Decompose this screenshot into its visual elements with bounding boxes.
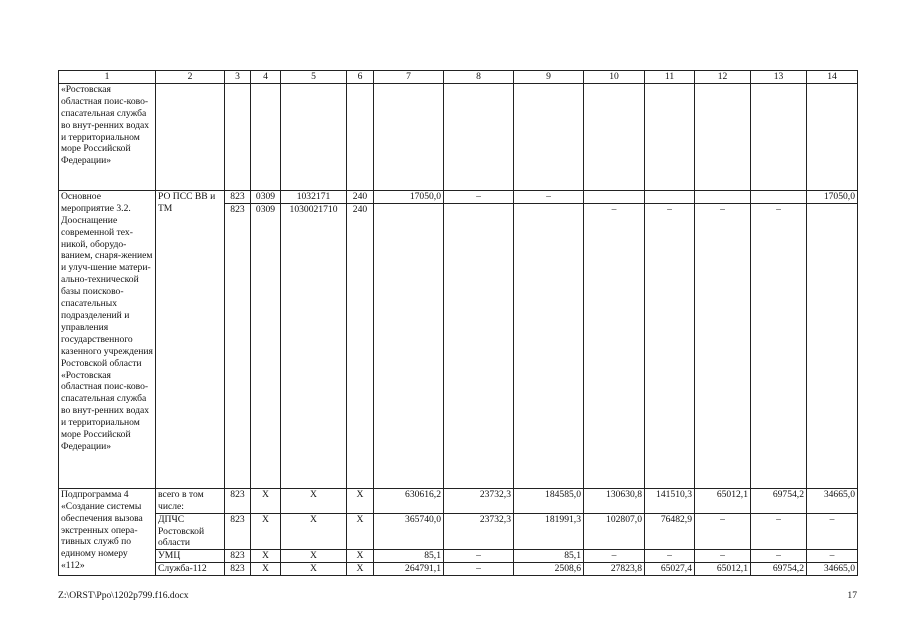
- value-cell: –: [645, 550, 695, 563]
- value-cell: 69754,2: [751, 488, 807, 513]
- table-cell: [645, 83, 695, 190]
- value-cell: 141510,3: [645, 488, 695, 513]
- value-cell: –: [584, 550, 645, 563]
- value-cell: 1032171: [281, 190, 347, 203]
- column-header: 2: [156, 71, 225, 84]
- value-cell: Х: [281, 488, 347, 513]
- header-row: [59, 71, 858, 84]
- value-cell: –: [695, 203, 751, 488]
- row-title-cell: Подпрограмма 4 «Создание системы обеспечения вызова экстренных опера-тивных служб по единому номеру «112»: [59, 488, 156, 575]
- value-cell: 85,1: [514, 550, 584, 563]
- value-cell: 181991,3: [514, 513, 584, 550]
- row-title-cell: Основное мероприятие 3.2. Дооснащение современной тех-никой, оборудо-ванием, снаря-жением и улуч-шение матери-ально-технической базы поисково-спасательных подразделений и управления государственного казенного учреждения Ростовской области «Ростовская областная поис-ково-спасательная служба во внут-ренних водах и территориальном море Российской Федерации»: [59, 190, 156, 488]
- executor-cell: ДПЧС Ростовской области: [156, 513, 225, 550]
- value-cell: –: [751, 513, 807, 550]
- value-cell: 823: [225, 513, 251, 550]
- value-cell: Х: [281, 550, 347, 563]
- column-header: 10: [584, 71, 645, 84]
- value-cell: 823: [225, 550, 251, 563]
- column-header: 6: [347, 71, 374, 84]
- column-header: 8: [444, 71, 514, 84]
- table-cell: [514, 83, 584, 190]
- value-cell: 102807,0: [584, 513, 645, 550]
- value-cell: [751, 190, 807, 203]
- table-cell: [251, 83, 281, 190]
- value-cell: 184585,0: [514, 488, 584, 513]
- table-cell: [751, 83, 807, 190]
- value-cell: 130630,8: [584, 488, 645, 513]
- table-cell: [156, 83, 225, 190]
- value-cell: 0309: [251, 203, 281, 488]
- value-cell: 69754,2: [751, 563, 807, 576]
- value-cell: Х: [251, 550, 281, 563]
- page-number: 17: [847, 590, 857, 601]
- value-cell: 240: [347, 203, 374, 488]
- value-cell: 17050,0: [807, 190, 858, 203]
- value-cell: Х: [251, 563, 281, 576]
- table-cell: [807, 83, 858, 190]
- table-cell: [695, 83, 751, 190]
- value-cell: [374, 203, 444, 488]
- value-cell: 85,1: [374, 550, 444, 563]
- value-cell: –: [444, 190, 514, 203]
- value-cell: 2508,6: [514, 563, 584, 576]
- table-row: [59, 550, 858, 563]
- value-cell: 27823,8: [584, 563, 645, 576]
- table-cell: [347, 83, 374, 190]
- table-cell: [374, 83, 444, 190]
- value-cell: 630616,2: [374, 488, 444, 513]
- column-header: 9: [514, 71, 584, 84]
- value-cell: –: [444, 563, 514, 576]
- value-cell: 76482,9: [645, 513, 695, 550]
- table-row: [59, 488, 858, 513]
- executor-cell: Служба-112: [156, 563, 225, 576]
- value-cell: –: [645, 203, 695, 488]
- column-header: 3: [225, 71, 251, 84]
- value-cell: –: [695, 513, 751, 550]
- budget-table: [58, 70, 858, 576]
- value-cell: –: [807, 550, 858, 563]
- table-row: [59, 190, 858, 203]
- value-cell: 23732,3: [444, 513, 514, 550]
- value-cell: 0309: [251, 190, 281, 203]
- value-cell: 240: [347, 190, 374, 203]
- value-cell: –: [695, 550, 751, 563]
- value-cell: Х: [281, 513, 347, 550]
- column-header: 12: [695, 71, 751, 84]
- value-cell: Х: [347, 563, 374, 576]
- value-cell: 65027,4: [645, 563, 695, 576]
- value-cell: [514, 203, 584, 488]
- value-cell: –: [444, 550, 514, 563]
- value-cell: –: [584, 203, 645, 488]
- value-cell: [695, 190, 751, 203]
- value-cell: 34665,0: [807, 488, 858, 513]
- value-cell: Х: [251, 488, 281, 513]
- value-cell: [807, 203, 858, 488]
- value-cell: –: [751, 203, 807, 488]
- column-header: 14: [807, 71, 858, 84]
- table-cell: [281, 83, 347, 190]
- value-cell: 34665,0: [807, 563, 858, 576]
- value-cell: 264791,1: [374, 563, 444, 576]
- executor-cell: всего в том числе:: [156, 488, 225, 513]
- value-cell: Х: [347, 513, 374, 550]
- column-header: 1: [59, 71, 156, 84]
- value-cell: 823: [225, 203, 251, 488]
- table-cell: [225, 83, 251, 190]
- column-header: 4: [251, 71, 281, 84]
- value-cell: 65012,1: [695, 563, 751, 576]
- value-cell: –: [751, 550, 807, 563]
- value-cell: 823: [225, 488, 251, 513]
- column-header: 13: [751, 71, 807, 84]
- value-cell: 17050,0: [374, 190, 444, 203]
- table-row: [59, 513, 858, 550]
- value-cell: [645, 190, 695, 203]
- value-cell: 823: [225, 563, 251, 576]
- executor-cell: РО ПСС ВВ и ТМ: [156, 190, 225, 488]
- table-row: [59, 83, 858, 190]
- table-row: [59, 563, 858, 576]
- value-cell: 23732,3: [444, 488, 514, 513]
- column-header: 7: [374, 71, 444, 84]
- value-cell: [444, 203, 514, 488]
- row-title-cell: «Ростовская областная поис-ково-спасательная служба во внут-ренних водах и территориальном море Российской Федерации»: [59, 83, 156, 190]
- table-cell: [444, 83, 514, 190]
- table-cell: [584, 83, 645, 190]
- value-cell: Х: [251, 513, 281, 550]
- value-cell: [584, 190, 645, 203]
- value-cell: Х: [347, 550, 374, 563]
- value-cell: 65012,1: [695, 488, 751, 513]
- value-cell: 1030021710: [281, 203, 347, 488]
- value-cell: Х: [347, 488, 374, 513]
- value-cell: –: [807, 513, 858, 550]
- value-cell: 365740,0: [374, 513, 444, 550]
- column-header: 11: [645, 71, 695, 84]
- value-cell: Х: [281, 563, 347, 576]
- column-header: 5: [281, 71, 347, 84]
- value-cell: –: [514, 190, 584, 203]
- document-path: Z:\ORST\Ppo\1202p799.f16.docx: [58, 590, 189, 601]
- value-cell: 823: [225, 190, 251, 203]
- executor-cell: УМЦ: [156, 550, 225, 563]
